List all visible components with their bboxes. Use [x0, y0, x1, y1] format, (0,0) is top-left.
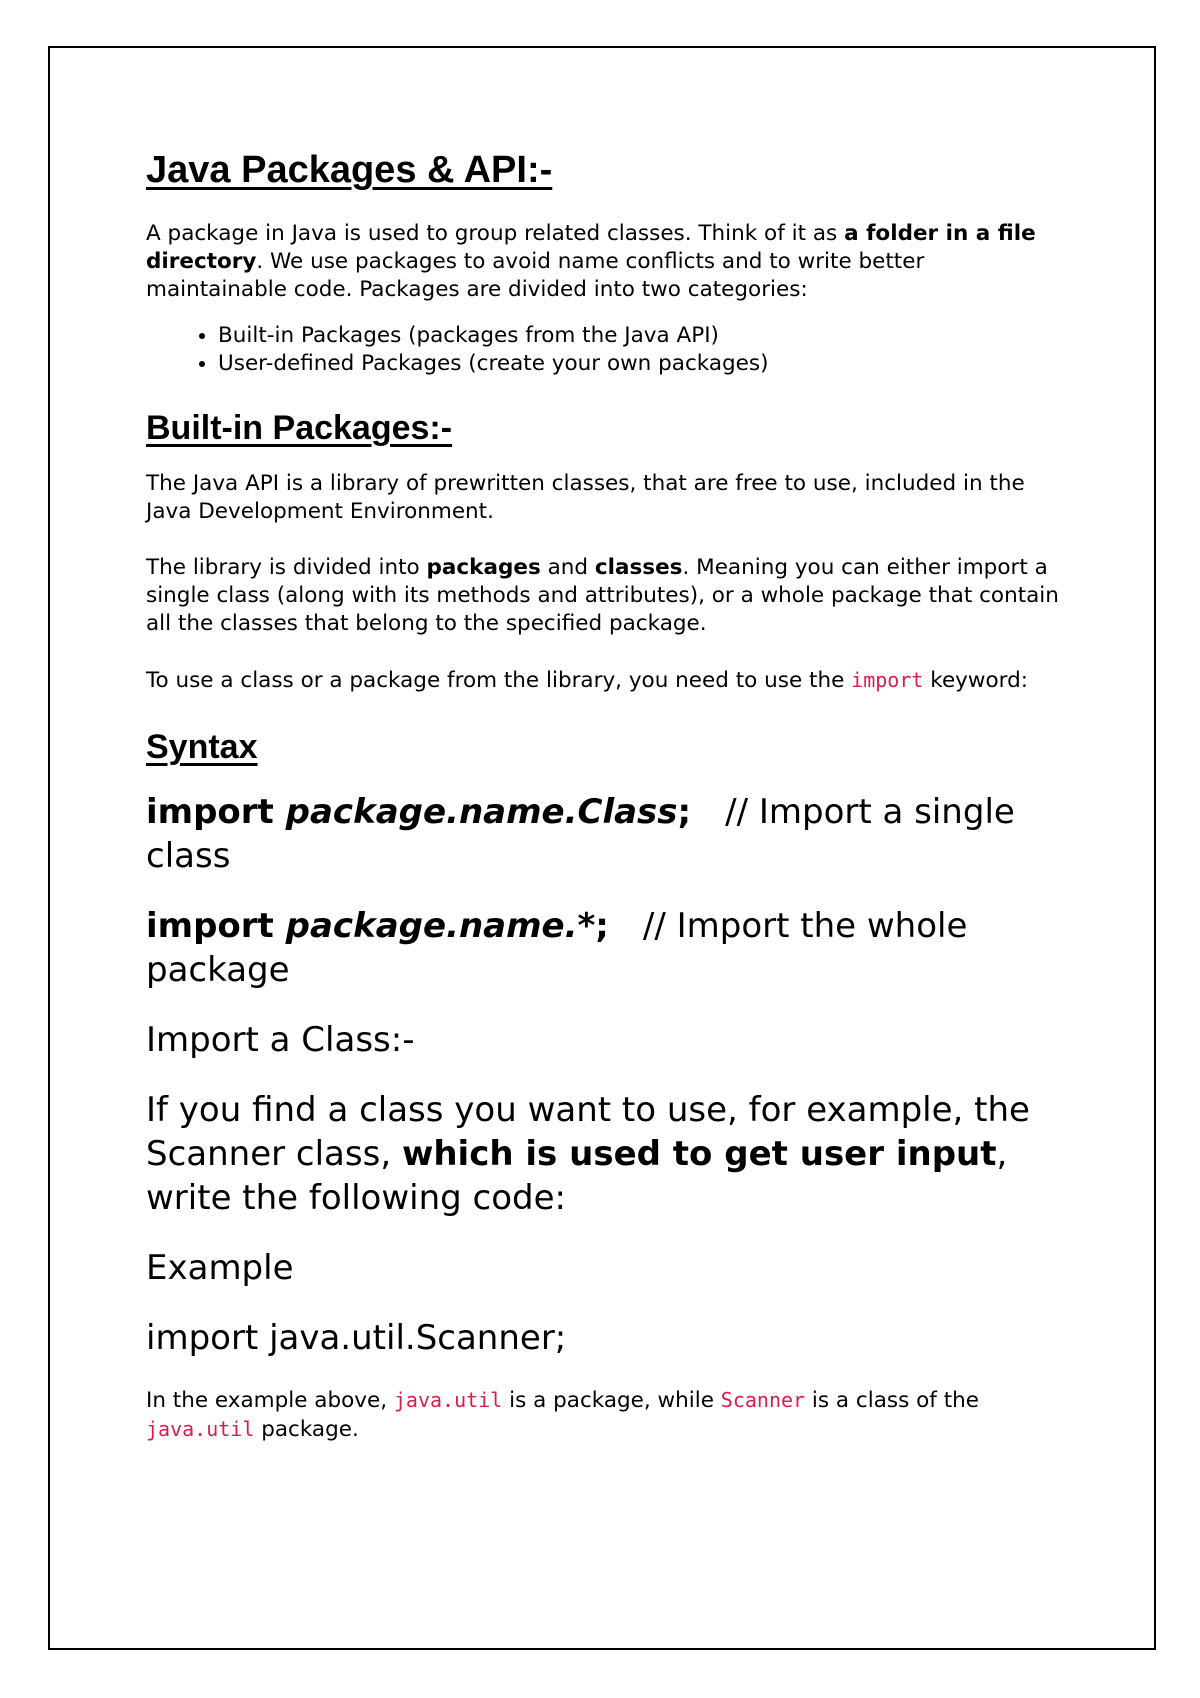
- builtin-p2-bold-classes: classes: [594, 555, 683, 581]
- page-title: Java Packages & API:-: [146, 149, 553, 191]
- explanation-text-4: package.: [254, 1417, 359, 1443]
- java-util-code: java.util: [393, 1388, 503, 1413]
- builtin-paragraph-1: The Java API is a library of prewritten classes, that are free to use, included in the Java Development Environment.: [146, 471, 1025, 525]
- scanner-text-2: , write the following code:: [146, 1134, 1008, 1219]
- intro-text-1: A package in Java is used to group related classes. Think of it as: [146, 220, 845, 246]
- explanation-text-2: is a package, while: [502, 1388, 721, 1414]
- syntax-1-semicolon: ;: [677, 792, 692, 833]
- syntax-1-keyword: import: [146, 792, 286, 833]
- builtin-p2-text-2: and: [540, 555, 595, 581]
- scanner-paragraph: [146, 1088, 1066, 1220]
- builtin-p3-text-2: keyword:: [923, 668, 1028, 694]
- scanner-bold-1: which is used to get user input: [401, 1134, 997, 1175]
- syntax-2-package-path: package.name.: [285, 906, 578, 947]
- builtin-p3-text-1: To use a class or a package from the library, you need to use the: [146, 668, 852, 694]
- syntax-1-comment: // Import a single class: [146, 792, 1015, 877]
- example-label: Example: [146, 1248, 294, 1289]
- builtin-p2-text-1: The library is divided into: [146, 555, 427, 581]
- builtin-p2-bold-packages: packages: [426, 555, 541, 581]
- java-util-code: java.util: [146, 1417, 255, 1442]
- package-categories-list: [146, 322, 1066, 378]
- builtin-paragraph-2: [146, 554, 1066, 638]
- import-class-heading: Import a Class:-: [146, 1020, 415, 1061]
- builtin-p2-text-3: . Meaning you can either import a single class (along with its methods and attributes), or a whole package that contain all the classes that belong to the specified package.: [146, 555, 1059, 637]
- intro-bold-1: a folder in a file directory: [146, 220, 1036, 274]
- explanation-paragraph: [146, 1386, 1066, 1444]
- document-content: [146, 148, 1066, 1472]
- syntax-2-wildcard: *;: [577, 906, 609, 947]
- import-keyword-code: import: [851, 668, 924, 693]
- intro-paragraph: [146, 220, 1066, 304]
- syntax-2-keyword: import: [146, 906, 286, 947]
- list-item: • User-defined Packages (create your own packages): [218, 350, 1066, 378]
- syntax-line-single-class: [146, 790, 1066, 878]
- explanation-text-1: In the example above,: [146, 1388, 394, 1414]
- list-item: • Built-in Packages (packages from the Java API): [218, 322, 1066, 350]
- explanation-text-3: is a class of the: [805, 1388, 979, 1414]
- syntax-1-class-path: package.name.Class: [285, 792, 678, 833]
- builtin-packages-heading: Built-in Packages:-: [146, 408, 453, 447]
- scanner-code: Scanner: [720, 1388, 806, 1413]
- scanner-text-1: If you find a class you want to use, for example, the Scanner class,: [146, 1090, 1030, 1175]
- syntax-line-whole-package: [146, 904, 1066, 992]
- example-code-line: import java.util.Scanner;: [146, 1318, 567, 1359]
- syntax-2-comment: // Import the whole package: [146, 906, 968, 991]
- intro-text-2: . We use packages to avoid name conflicts and to write better maintainable code. Packages are divided into two categories:: [146, 248, 925, 302]
- syntax-heading: Syntax: [146, 728, 258, 767]
- builtin-paragraph-3: [146, 666, 1066, 695]
